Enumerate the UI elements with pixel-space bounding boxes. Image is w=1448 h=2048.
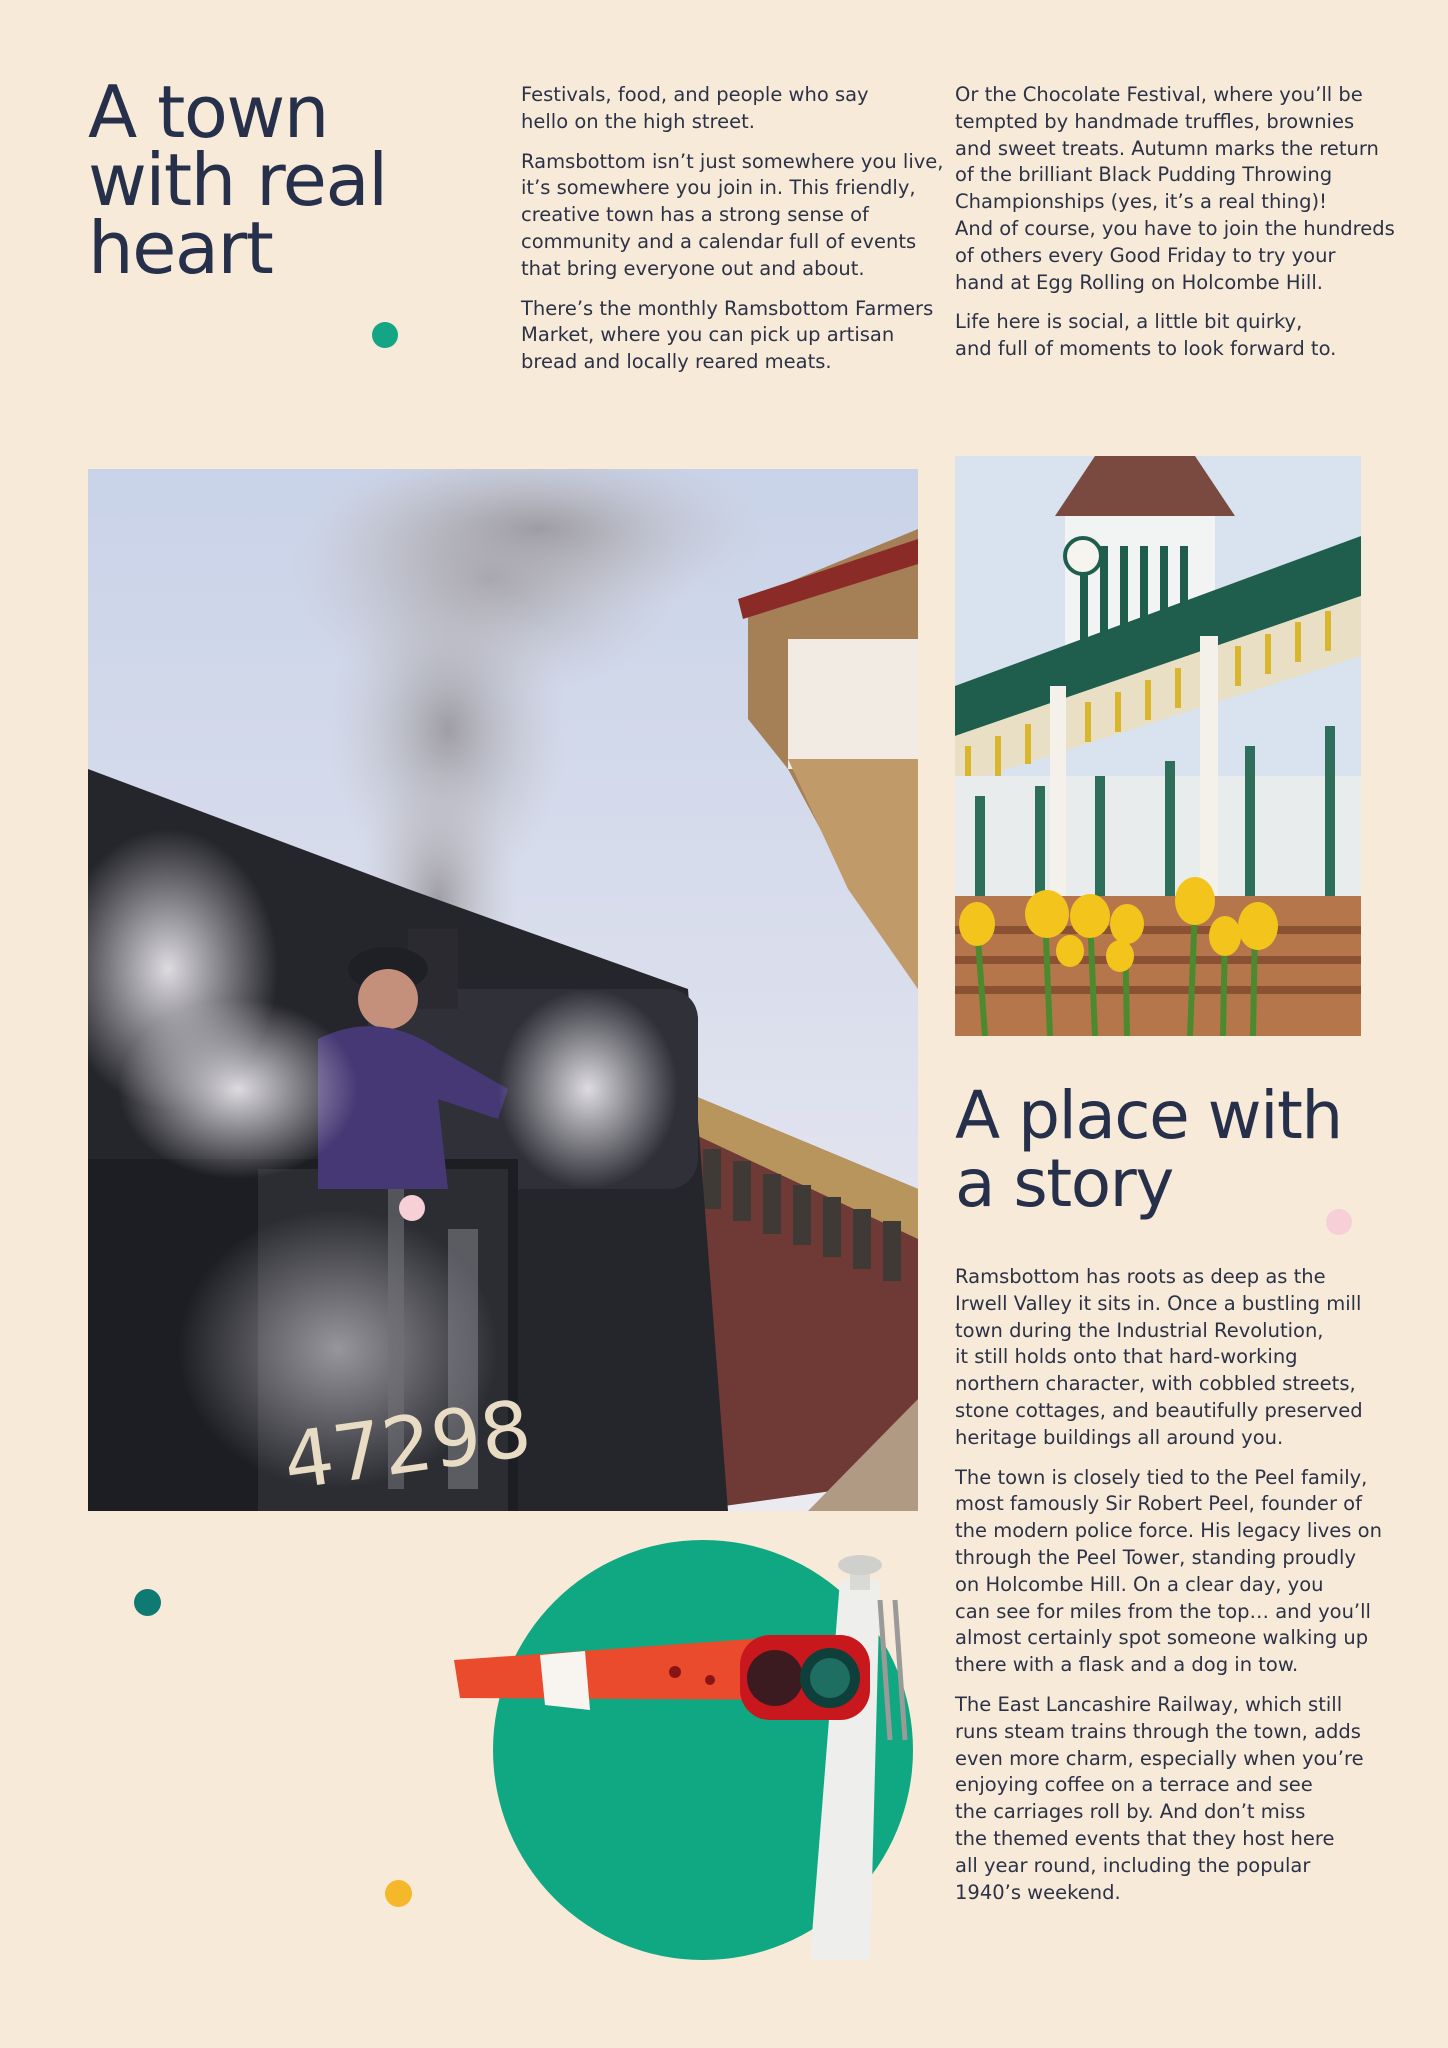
locomotive-number: 47298	[278, 1384, 537, 1508]
text-line: northern character, with cobbled streets,	[955, 1372, 1356, 1396]
teal-dot	[372, 322, 398, 348]
text-line: of the brilliant Black Pudding Throwing	[955, 163, 1333, 187]
railway-signal-image	[450, 1540, 930, 1960]
text-line: 1940’s weekend.	[955, 1880, 1121, 1904]
story-heading-line: A place with	[955, 1077, 1342, 1154]
text-line: Ramsbottom isn’t just somewhere you live,	[521, 149, 944, 173]
intro-paragraph	[521, 149, 944, 283]
station-tulips-photo	[955, 456, 1361, 1036]
text-line: there with a flask and a dog in tow.	[955, 1653, 1299, 1677]
steam-train-photo	[88, 469, 918, 1511]
text-line: hello on the high street.	[521, 109, 755, 133]
text-line: the carriages roll by. And don’t miss	[955, 1800, 1306, 1824]
text-line: almost certainly spot someone walking up	[955, 1626, 1369, 1650]
story-paragraph	[955, 1465, 1382, 1679]
text-line: community and a calendar full of events	[521, 229, 917, 253]
text-line: town during the Industrial Revolution,	[955, 1318, 1324, 1342]
text-line: Festivals, food, and people who say	[521, 83, 869, 106]
text-line: runs steam trains through the town, adds	[955, 1719, 1361, 1743]
text-line: And of course, you have to join the hundreds	[955, 216, 1395, 240]
text-line: most famously Sir Robert Peel, founder of	[955, 1492, 1362, 1516]
text-line: stone cottages, and beautifully preserved	[955, 1398, 1363, 1422]
intro-paragraph	[521, 82, 931, 136]
text-line: it’s somewhere you join in. This friendly,	[521, 176, 916, 200]
text-line: Market, where you can pick up artisan	[521, 323, 895, 347]
text-line: Irwell Valley it sits in. Once a bustling mill	[955, 1291, 1362, 1315]
text-line: can see for miles from the top… and you’ll	[955, 1599, 1371, 1623]
text-line: and sweet treats. Autumn marks the return	[955, 136, 1379, 160]
railway-signal-illustration	[450, 1540, 930, 1960]
dark-teal-dot	[134, 1589, 161, 1616]
intro-heading-line: A town	[88, 70, 328, 154]
text-line: the themed events that they host here	[955, 1826, 1335, 1850]
intro-paragraph	[955, 82, 1395, 296]
story-heading-line: a story	[955, 1145, 1173, 1222]
intro-heading-line: heart	[88, 206, 273, 290]
text-line: and full of moments to look forward to.	[955, 337, 1337, 361]
story-column	[955, 1264, 1382, 1919]
steam-train-illustration	[88, 469, 918, 1511]
yellow-dot	[385, 1880, 412, 1907]
text-line: that bring everyone out and about.	[521, 256, 865, 280]
text-line: bread and locally reared meats.	[521, 350, 832, 374]
intro-column-2	[955, 82, 1395, 376]
station-building-illustration	[955, 456, 1361, 1036]
text-line: Championships (yes, it’s a real thing)!	[955, 190, 1327, 214]
text-line: Life here is social, a little bit quirky,	[955, 310, 1303, 334]
text-line: even more charm, especially when you’re	[955, 1746, 1364, 1770]
intro-paragraph	[955, 309, 1375, 363]
text-line: of others every Good Friday to try your	[955, 243, 1336, 267]
text-line: Ramsbottom has roots as deep as the	[955, 1265, 1326, 1288]
text-line: Or the Chocolate Festival, where you’ll be	[955, 83, 1363, 106]
text-line: on Holcombe Hill. On a clear day, you	[955, 1572, 1324, 1596]
text-line: through the Peel Tower, standing proudly	[955, 1545, 1357, 1569]
intro-heading	[88, 70, 387, 290]
text-line: enjoying coffee on a terrace and see	[955, 1773, 1313, 1797]
text-line: The East Lancashire Railway, which still	[955, 1692, 1343, 1716]
text-line: The town is closely tied to the Peel family,	[955, 1465, 1368, 1489]
story-heading	[955, 1077, 1342, 1222]
story-paragraph	[955, 1692, 1375, 1906]
text-line: all year round, including the popular	[955, 1853, 1311, 1877]
story-paragraph	[955, 1264, 1375, 1452]
intro-paragraph	[521, 296, 934, 376]
text-line: the modern police force. His legacy lives on	[955, 1519, 1382, 1543]
text-line: creative town has a strong sense of	[521, 203, 869, 227]
intro-heading-line: with real	[88, 138, 387, 222]
text-line: There’s the monthly Ramsbottom Farmers	[521, 296, 934, 320]
text-line: tempted by handmade truffles, brownies	[955, 109, 1355, 133]
intro-column-1	[521, 82, 944, 389]
text-line: it still holds onto that hard-working	[955, 1345, 1298, 1369]
text-line: heritage buildings all around you.	[955, 1425, 1284, 1449]
text-line: hand at Egg Rolling on Holcombe Hill.	[955, 270, 1323, 294]
